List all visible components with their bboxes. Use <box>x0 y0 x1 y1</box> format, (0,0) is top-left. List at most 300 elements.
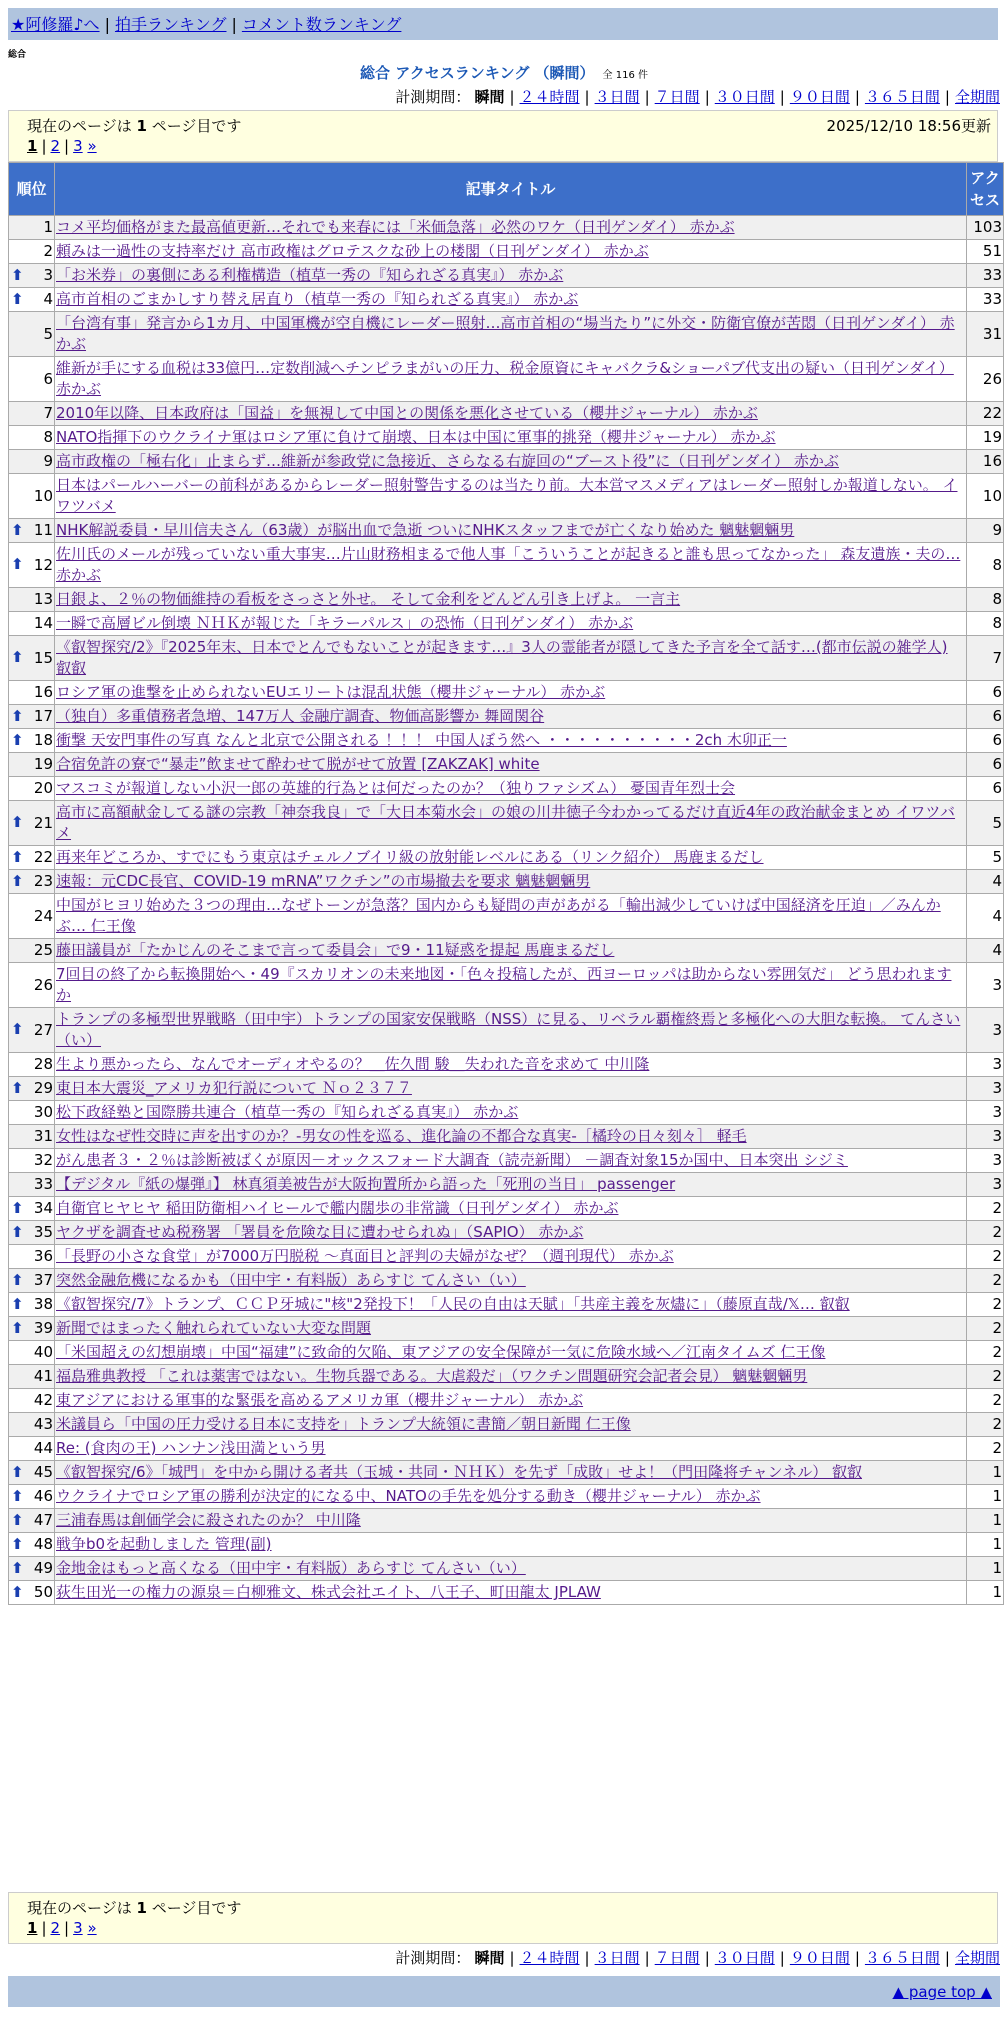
period-365d-link-bottom[interactable]: ３６５日間 <box>864 1949 940 1967</box>
rank-number: 31 <box>33 1127 53 1145</box>
rank-number: 44 <box>33 1439 53 1457</box>
rank-number: 38 <box>33 1295 53 1313</box>
up-arrow-icon: ⬆ <box>11 555 24 574</box>
page-3-link-bottom[interactable]: 3 <box>73 1919 83 1937</box>
title-cell <box>55 1341 966 1364</box>
table-row <box>9 846 1003 869</box>
table-row <box>9 450 1003 473</box>
rank-cell <box>9 939 54 962</box>
access-count: 2 <box>967 1269 1003 1292</box>
access-count: 1 <box>967 1485 1003 1508</box>
up-arrow-icon: ⬆ <box>11 1270 24 1289</box>
rank-number: 47 <box>33 1511 53 1529</box>
title-cell <box>55 1509 966 1532</box>
rank-cell <box>9 1053 54 1076</box>
applause-ranking-link[interactable]: 拍手ランキング <box>114 15 227 34</box>
page-info: 現在のページは 1 ページ目です <box>27 117 242 135</box>
title-cell <box>55 753 966 776</box>
up-arrow-icon: ⬆ <box>11 847 24 866</box>
article-title-link[interactable]: がん患者３・２％は診断被ばくが原因－オックスフォード大調査（読売新聞） －調査対象15か国中、日本突出 シジミ <box>56 1151 848 1169</box>
rank-number: 34 <box>33 1199 53 1217</box>
period-all-link-bottom[interactable]: 全期間 <box>954 1949 1000 1967</box>
access-header: アクセス <box>967 163 1003 215</box>
rank-number: 25 <box>33 941 53 959</box>
period-3d-link-bottom[interactable]: ３日間 <box>594 1949 640 1967</box>
table-row <box>9 402 1003 425</box>
article-title-link[interactable]: 《叡智探究/7》トランプ、ＣＣＰ牙城に"核"2発投下！「人民の自由は天賦」「共産主義を灰燼に」（藤原直哉/𝕏… 叡叡 <box>56 1295 850 1313</box>
article-title-link[interactable]: 藤田議員が「たかじんのそこまで言って委員会」で9・11疑惑を提起 馬鹿まるだし <box>56 941 615 959</box>
rank-number: 13 <box>33 590 53 608</box>
title-header: 記事タイトル <box>55 163 966 215</box>
access-count: 2 <box>967 1413 1003 1436</box>
table-row <box>9 474 1003 518</box>
title-cell <box>55 1008 966 1052</box>
access-count: 4 <box>967 894 1003 938</box>
rank-cell <box>9 1581 54 1604</box>
article-title-link[interactable]: 「お米券」の裏側にある利権構造（植草一秀の『知られざる真実』） 赤かぶ <box>56 266 564 284</box>
rank-number: 2 <box>43 242 53 260</box>
access-count: 1 <box>967 1533 1003 1556</box>
table-row <box>9 1293 1003 1316</box>
access-count: 3 <box>967 1125 1003 1148</box>
up-arrow-icon: ⬆ <box>11 1318 24 1337</box>
article-title-link[interactable]: 高市政権の「極右化」止まらず…維新が参政党に急接近、さらなる右旋回の“ブースト役”に（日刊ゲンダイ） 赤かぶ <box>56 452 839 470</box>
rank-number: 41 <box>33 1367 53 1385</box>
page-current-bottom: 1 <box>27 1919 38 1937</box>
title-cell <box>55 870 966 893</box>
article-title-link[interactable]: 佐川氏のメールが残っていない重大事実…片山財務相まるで他人事「こういうことが起きると誰も思ってなかった」 森友遺族・夫の… 赤かぶ <box>56 545 961 584</box>
title-cell <box>55 216 966 239</box>
title-cell <box>55 681 966 704</box>
access-count: 3 <box>967 1053 1003 1076</box>
rank-number: 30 <box>33 1103 53 1121</box>
page-info-bottom: 現在のページは 1 ページ目です <box>27 1899 242 1917</box>
rank-cell <box>9 1461 54 1484</box>
period-3d-link[interactable]: ３日間 <box>594 88 640 106</box>
table-row <box>9 753 1003 776</box>
table-row <box>9 1149 1003 1172</box>
title-cell <box>55 402 966 425</box>
up-arrow-icon: ⬆ <box>11 1222 24 1241</box>
title-cell <box>55 1557 966 1580</box>
title-cell <box>55 846 966 869</box>
article-title-link[interactable]: 中国がヒヨリ始めた３つの理由…なぜトーンが急落？国内からも疑問の声があがる「輸出減少していけば中国経済を圧迫」／みんかぶ… 仁王像 <box>56 896 941 935</box>
paging-box-top <box>8 110 998 162</box>
article-title-link[interactable]: 《叡智探究/6》「城門」を中から開ける者共（玉城・共同・ＮＨＫ）を先ず「成敗」せよ！（門田隆将チャンネル） 叡叡 <box>56 1463 862 1481</box>
access-count: 5 <box>967 801 1003 845</box>
access-count: 3 <box>967 1077 1003 1100</box>
up-arrow-icon: ⬆ <box>11 1582 24 1601</box>
access-count: 51 <box>967 240 1003 263</box>
title-cell <box>55 1269 966 1292</box>
title-cell <box>55 312 966 356</box>
table-row <box>9 1365 1003 1388</box>
rank-cell <box>9 1437 54 1460</box>
title-cell <box>55 474 966 518</box>
article-title-link[interactable]: トランプの多極型世界戦略（田中宇）トランプの国家安保戦略（NSS）に見る、リベラル覇権終焉と多極化への大胆な転換。 てんさい（い） <box>56 1010 961 1049</box>
period-90d-link[interactable]: ９０日間 <box>789 88 850 106</box>
article-title-link[interactable]: 「長野の小さな食堂」が7000万円脱税 ～真面目と評判の夫婦がなぜ？（週刊現代） 赤かぶ <box>56 1247 674 1265</box>
table-row <box>9 1101 1003 1124</box>
article-title-link[interactable]: 荻生田光一の権力の源泉＝白柳雅文、株式会社エイト、八王子、町田龍太 JPLAW <box>56 1583 601 1601</box>
page-2-link[interactable]: 2 <box>50 137 61 155</box>
rank-cell <box>9 1533 54 1556</box>
rank-cell <box>9 1008 54 1052</box>
table-row <box>9 1197 1003 1220</box>
access-count: 8 <box>967 588 1003 611</box>
title-cell <box>55 1437 966 1460</box>
title-cell <box>55 1485 966 1508</box>
up-arrow-icon: ⬆ <box>11 648 24 667</box>
rank-cell <box>9 963 54 1007</box>
table-row <box>9 240 1003 263</box>
article-title-link[interactable]: 日銀よ、２％の物価維持の看板をさっさと外せ。 そして金利をどんどん引き上げよ。 一言主 <box>56 590 681 608</box>
article-title-link[interactable]: Re: (食肉の王) ハンナン浅田満という男 <box>56 1439 326 1457</box>
item-count: 全 116 件 <box>602 70 648 81</box>
rank-number: 32 <box>33 1151 53 1169</box>
rank-number: 28 <box>33 1055 53 1073</box>
period-7d-link[interactable]: ７日間 <box>654 88 700 106</box>
access-count: 8 <box>967 612 1003 635</box>
next-page-link-bottom[interactable]: » <box>87 1919 97 1937</box>
updated-timestamp: 2025/12/10 18:56更新 <box>826 117 991 135</box>
access-count: 10 <box>967 474 1003 518</box>
up-arrow-icon: ⬆ <box>11 1198 24 1217</box>
rank-number: 17 <box>33 707 53 725</box>
rank-number: 11 <box>33 521 53 539</box>
rank-cell <box>9 288 54 311</box>
rank-number: 27 <box>33 1020 53 1039</box>
table-row <box>9 612 1003 635</box>
title-cell <box>55 1149 966 1172</box>
access-count: 2 <box>967 1365 1003 1388</box>
up-arrow-icon: ⬆ <box>11 871 24 890</box>
title-cell <box>55 705 966 728</box>
article-title-link[interactable]: 新聞ではまったく触れられていない大変な問題 <box>56 1319 372 1337</box>
table-row <box>9 543 1003 587</box>
rank-cell <box>9 1365 54 1388</box>
period-nav-bottom: 計測期間： 瞬間 | ２４時間 | ３日間 | ７日間 | ３０日間 | ９０日間 | ３６５日間 | 全期間 <box>395 1949 1000 1967</box>
table-row <box>9 1269 1003 1292</box>
period-all-link[interactable]: 全期間 <box>954 88 1000 106</box>
article-title-link[interactable]: 高市に高額献金してる謎の宗教「神奈我良」で「大日本菊水会」の娘の川井徳子今わかってるだけ直近4年の政治献金まとめ イワツバメ <box>56 803 956 842</box>
title-cell <box>55 1581 966 1604</box>
home-link[interactable]: ★阿修羅♪へ <box>11 15 100 34</box>
rank-number: 18 <box>33 731 53 749</box>
up-arrow-icon: ⬆ <box>11 265 24 284</box>
rank-cell <box>9 240 54 263</box>
rank-cell <box>9 1317 54 1340</box>
rank-number: 19 <box>33 755 53 773</box>
rank-number: 26 <box>33 975 53 994</box>
title-cell <box>55 519 966 542</box>
up-arrow-icon: ⬆ <box>11 1534 24 1553</box>
top-nav-bar: ★阿修羅♪へ | 拍手ランキング | コメント数ランキング <box>8 8 998 40</box>
period-24h-link-bottom[interactable]: ２４時間 <box>519 1949 580 1967</box>
table-row <box>9 1461 1003 1484</box>
article-title-link[interactable]: 再来年どころか、すでにもう東京はチェルノブイリ級の放射能レベルにある（リンク紹介） 馬鹿まるだし <box>56 848 764 866</box>
rank-cell <box>9 1245 54 1268</box>
title-cell <box>55 1053 966 1076</box>
table-row <box>9 1053 1003 1076</box>
rank-number: 10 <box>33 486 53 505</box>
title-cell <box>55 1533 966 1556</box>
article-title-link[interactable]: 「台湾有事」発言から1カ月、中国軍機が空自機にレーダー照射…高市首相の“場当たり”に外交・防衛官僚が苦悶（日刊ゲンダイ） 赤かぶ <box>56 314 955 353</box>
article-title-link[interactable]: 福島雅典教授 「これは薬害ではない。生物兵器である。大虐殺だ」（ワクチン問題研究会記者会見） 魑魅魍魎男 <box>56 1367 808 1385</box>
title-cell <box>55 1389 966 1412</box>
rank-cell <box>9 1101 54 1124</box>
article-title-link[interactable]: マスコミが報道しない小沢一郎の英雄的行為とは何だったのか？（独りファシズム） 憂国青年烈士会 <box>56 779 736 797</box>
access-count: 2 <box>967 1197 1003 1220</box>
article-title-link[interactable]: 7回目の終了から転換開始へ・49『スカリオンの未来地図・「色々投稿したが、西ヨーロッパは助からない雰囲気だ」 どう思われますか <box>56 965 952 1004</box>
article-title-link[interactable]: （独自）多重債務者急増、147万人 金融庁調査、物価高影響か 舞岡関谷 <box>56 707 545 725</box>
access-count: 22 <box>967 402 1003 425</box>
rank-number: 39 <box>33 1319 53 1337</box>
rank-cell <box>9 1173 54 1196</box>
article-title-link[interactable]: 日本はパールハーバーの前科があるからレーダー照射警告するのは当たり前。大本営マスメディアはレーダー照射しか報道しない。 イワツバメ <box>56 476 958 515</box>
page-title <box>0 62 1008 83</box>
title-cell <box>55 1245 966 1268</box>
article-title-link[interactable]: 突然金融危機になるかも（田中宇・有料版）あらすじ てんさい（い） <box>56 1271 526 1289</box>
rank-number: 37 <box>33 1271 53 1289</box>
rank-cell <box>9 264 54 287</box>
rank-number: 9 <box>43 452 53 470</box>
rank-number: 4 <box>43 290 53 308</box>
access-count: 3 <box>967 1008 1003 1052</box>
title-cell <box>55 1221 966 1244</box>
article-title-link[interactable]: 頼みは一過性の支持率だけ 高市政権はグロテスクな砂上の楼閣（日刊ゲンダイ） 赤かぶ <box>56 242 649 260</box>
up-arrow-icon: ⬆ <box>11 1020 24 1039</box>
title-cell <box>55 1365 966 1388</box>
rank-cell <box>9 894 54 938</box>
title-cell <box>55 801 966 845</box>
article-title-link[interactable]: 2010年以降、日本政府は「国益」を無視して中国との関係を悪化させている（櫻井ジャーナル） 赤かぶ <box>56 404 758 422</box>
period-7d-link-bottom[interactable]: ７日間 <box>654 1949 700 1967</box>
article-title-link[interactable]: 一瞬で高層ビル倒壊 ＮＨＫが報じた「キラーパルス」の恐怖（日刊ゲンダイ） 赤かぶ <box>56 614 634 632</box>
rank-cell <box>9 1293 54 1316</box>
article-title-link[interactable]: 松下政経塾と国際勝共連合（植草一秀の『知られざる真実』） 赤かぶ <box>56 1103 519 1121</box>
rank-number: 5 <box>43 324 53 343</box>
period-30d-link[interactable]: ３０日間 <box>714 88 775 106</box>
table-row <box>9 1008 1003 1052</box>
table-row <box>9 1077 1003 1100</box>
period-90d-link-bottom[interactable]: ９０日間 <box>789 1949 850 1967</box>
next-page-link[interactable]: » <box>87 137 97 155</box>
table-row <box>9 870 1003 893</box>
article-title-link[interactable]: 自衛官ヒヤヒヤ 稲田防衛相ハイヒールで艦内闊歩の非常識（日刊ゲンダイ） 赤かぶ <box>56 1199 619 1217</box>
access-count: 16 <box>967 450 1003 473</box>
title-cell <box>55 1197 966 1220</box>
article-title-link[interactable]: 衝撃 天安門事件の写真 なんと北京で公開される ！！！ 中国人ぼう然へ ・・・・・・・・・・2ch 木卯正一 <box>56 731 787 749</box>
comment-ranking-link[interactable]: コメント数ランキング <box>241 15 402 34</box>
article-title-link[interactable]: 戦争b0を起動しました 管理(副) <box>56 1535 272 1553</box>
article-title-link[interactable]: 三浦春馬は創価学会に殺されたのか？ 中川隆 <box>56 1511 361 1529</box>
rank-number: 33 <box>33 1175 53 1193</box>
page-label: 総合 <box>8 50 27 60</box>
rank-cell <box>9 543 54 587</box>
rank-cell <box>9 588 54 611</box>
rank-cell <box>9 402 54 425</box>
rank-cell <box>9 1221 54 1244</box>
period-30d-link-bottom[interactable]: ３０日間 <box>714 1949 775 1967</box>
page-3-link[interactable]: 3 <box>73 137 83 155</box>
rank-number: 12 <box>33 555 53 574</box>
rank-number: 24 <box>33 906 53 925</box>
access-count: 6 <box>967 777 1003 800</box>
title-cell <box>55 450 966 473</box>
rank-number: 29 <box>33 1079 53 1097</box>
access-count: 3 <box>967 1149 1003 1172</box>
article-title-link[interactable]: コメ平均価格がまた最高値更新…それでも来春には「米価急落」必然のワケ（日刊ゲンダイ） 赤かぶ <box>56 218 735 236</box>
article-title-link[interactable]: NHK解説委員・早川信夫さん（63歳）が脳出血で急逝 ついにNHKスタッフまでが亡くなり始めた 魑魅魍魎男 <box>56 521 795 539</box>
article-title-link[interactable]: 《叡智探究/2》『2025年末、日本でとんでもないことが起きます…』3人の霊能者が隠してきた予言を全て話す…(都市伝説の雑学人) 叡叡 <box>56 638 948 677</box>
rank-cell <box>9 1149 54 1172</box>
access-count: 4 <box>967 870 1003 893</box>
article-title-link[interactable]: 東日本大震災_アメリカ犯行説について Ｎｏ２３７７ <box>56 1079 412 1097</box>
rank-number: 6 <box>43 369 53 388</box>
up-arrow-icon: ⬆ <box>11 730 24 749</box>
period-nav-top: 計測期間： 瞬間 | ２４時間 | ３日間 | ７日間 | ３０日間 | ９０日間 | ３６５日間 | 全期間 <box>395 88 1000 106</box>
bottom-bar <box>8 1976 1000 2007</box>
article-title-link[interactable]: 「米国超えの幻想崩壊」中国“福建”に致命的欠陥、東アジアの安全保障が一気に危険水域へ／江南タイムズ 仁王像 <box>56 1343 826 1361</box>
table-row <box>9 705 1003 728</box>
up-arrow-icon: ⬆ <box>11 520 24 539</box>
access-count: 6 <box>967 729 1003 752</box>
article-title-link[interactable]: 東アジアにおける軍事的な緊張を高めるアメリカ軍（櫻井ジャーナル） 赤かぶ <box>56 1391 584 1409</box>
rank-cell <box>9 1269 54 1292</box>
title-cell <box>55 894 966 938</box>
article-title-link[interactable]: ロシア軍の進撃を止められないEUエリートは混乱状態（櫻井ジャーナル） 赤かぶ <box>56 683 606 701</box>
table-row <box>9 1533 1003 1556</box>
article-title-link[interactable]: ヤクザを調査せぬ税務署 「署員を危険な目に遭わせられぬ」（SAPIO） 赤かぶ <box>56 1223 584 1241</box>
article-title-link[interactable]: ウクライナでロシア軍の勝利が決定的になる中、NATOの手先を処分する動き（櫻井ジャーナル） 赤かぶ <box>56 1487 761 1505</box>
access-count: 1 <box>967 1557 1003 1580</box>
rank-cell <box>9 216 54 239</box>
article-title-link[interactable]: 【デジタル『紙の爆弾』】 林真須美被告が大阪拘置所から語った「死刑の当日」 passenger <box>56 1175 676 1193</box>
rank-number: 40 <box>33 1343 53 1361</box>
table-row <box>9 216 1003 239</box>
rank-number: 7 <box>43 404 53 422</box>
rank-header: 順位 <box>9 163 54 215</box>
table-row <box>9 777 1003 800</box>
table-row <box>9 1221 1003 1244</box>
ranking-table <box>8 162 1004 1605</box>
article-title-link[interactable]: 速報：元CDC長官、COVID-19 mRNA”ワクチン”の市場撤去を要求 魑魅魍魎男 <box>56 872 591 890</box>
rank-cell <box>9 1197 54 1220</box>
rank-number: 3 <box>43 266 53 284</box>
access-count: 2 <box>967 1389 1003 1412</box>
access-count: 19 <box>967 426 1003 449</box>
access-count: 6 <box>967 681 1003 704</box>
table-row <box>9 1173 1003 1196</box>
access-count: 6 <box>967 753 1003 776</box>
period-24h-link[interactable]: ２４時間 <box>519 88 580 106</box>
access-count: 3 <box>967 1173 1003 1196</box>
rank-number: 35 <box>33 1223 53 1241</box>
article-title-link[interactable]: 維新が手にする血税は33億円…定数削減へチンピラまがいの圧力、税金原資にキャバクラ&ショーパブ代支出の疑い（日刊ゲンダイ） 赤かぶ <box>56 359 954 398</box>
rank-number: 49 <box>33 1559 53 1577</box>
title-cell <box>55 426 966 449</box>
table-row <box>9 519 1003 542</box>
table-row <box>9 1437 1003 1460</box>
access-count: 6 <box>967 705 1003 728</box>
rank-number: 45 <box>33 1463 53 1481</box>
article-title-link[interactable]: 高市首相のごまかしすり替え居直り（植草一秀の『知られざる真実』） 赤かぶ <box>56 290 579 308</box>
paging-box-bottom <box>8 1892 998 1944</box>
access-count: 2 <box>967 1317 1003 1340</box>
rank-cell <box>9 1485 54 1508</box>
page-top-link[interactable]: ▲ page top ▲ <box>892 1983 992 2001</box>
rank-cell <box>9 870 54 893</box>
article-title-link[interactable]: 合宿免許の寮で“暴走”飲ませて酔わせて脱がせて放置 [ZAKZAK] white <box>56 755 540 773</box>
rank-cell <box>9 777 54 800</box>
rank-number: 46 <box>33 1487 53 1505</box>
article-title-link[interactable]: NATO指揮下のウクライナ軍はロシア軍に負けて崩壊、日本は中国に軍事的挑発（櫻井ジャーナル） 赤かぶ <box>56 428 776 446</box>
title-cell <box>55 1461 966 1484</box>
article-title-link[interactable]: 金地金はもっと高くなる（田中宇・有料版）あらすじ てんさい（い） <box>56 1559 526 1577</box>
rank-cell <box>9 1125 54 1148</box>
access-count: 3 <box>967 1101 1003 1124</box>
rank-cell <box>9 636 54 680</box>
title-cell <box>55 777 966 800</box>
access-count: 2 <box>967 1221 1003 1244</box>
table-row <box>9 801 1003 845</box>
access-count: 5 <box>967 846 1003 869</box>
up-arrow-icon: ⬆ <box>11 1486 24 1505</box>
rank-cell <box>9 1077 54 1100</box>
table-row <box>9 288 1003 311</box>
rank-number: 22 <box>33 848 53 866</box>
rank-cell <box>9 519 54 542</box>
title-cell <box>55 357 966 401</box>
page-2-link-bottom[interactable]: 2 <box>50 1919 61 1937</box>
up-arrow-icon: ⬆ <box>11 1294 24 1313</box>
rank-number: 16 <box>33 683 53 701</box>
table-row <box>9 1125 1003 1148</box>
article-title-link[interactable]: 女性はなぜ性交時に声を出すのか？-男女の性を巡る、進化論の不都合な真実-［橘玲の日々刻々］ 軽毛 <box>56 1127 747 1145</box>
rank-number: 50 <box>33 1583 53 1601</box>
table-row <box>9 963 1003 1007</box>
table-row <box>9 1413 1003 1436</box>
access-count: 2 <box>967 1293 1003 1316</box>
table-row <box>9 1581 1003 1604</box>
access-count: 26 <box>967 357 1003 401</box>
up-arrow-icon: ⬆ <box>11 706 24 725</box>
title-cell <box>55 1125 966 1148</box>
article-title-link[interactable]: 米議員ら「中国の圧力受ける日本に支持を」トランプ大統領に書簡／朝日新聞 仁王像 <box>56 1415 631 1433</box>
table-row <box>9 729 1003 752</box>
title-cell <box>55 612 966 635</box>
access-count: 1 <box>967 1581 1003 1604</box>
up-arrow-icon: ⬆ <box>11 1078 24 1097</box>
title-cell <box>55 588 966 611</box>
access-count: 1 <box>967 1509 1003 1532</box>
table-row <box>9 264 1003 287</box>
access-count: 2 <box>967 1245 1003 1268</box>
title-cell <box>55 240 966 263</box>
table-row <box>9 426 1003 449</box>
rank-cell <box>9 681 54 704</box>
article-title-link[interactable]: 生より悪かったら、なんでオーディオやるの？＿佐久間 駿＿失われた音を求めて 中川隆 <box>56 1055 650 1073</box>
access-count: 33 <box>967 288 1003 311</box>
period-365d-link[interactable]: ３６５日間 <box>864 88 940 106</box>
rank-number: 1 <box>43 218 53 236</box>
rank-cell <box>9 450 54 473</box>
access-count: 9 <box>967 519 1003 542</box>
rank-cell <box>9 705 54 728</box>
title-cell <box>55 543 966 587</box>
up-arrow-icon: ⬆ <box>11 1510 24 1529</box>
